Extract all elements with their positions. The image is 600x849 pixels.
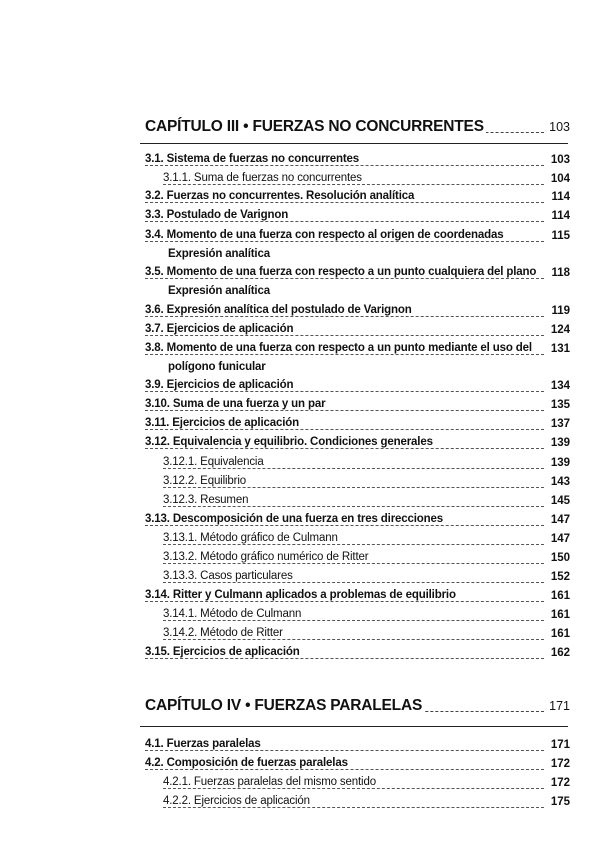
toc-entry-page: 103 — [550, 154, 570, 166]
toc-entry-text: Ejercicios de aplicación — [172, 646, 300, 658]
toc-entry[interactable] — [145, 323, 570, 340]
toc-entry-text: Ejercicios de aplicación — [166, 379, 294, 391]
toc-entry-label — [145, 436, 435, 448]
toc-entry-number: 3.12.2. — [163, 475, 198, 487]
toc-entry[interactable] — [145, 190, 570, 207]
toc-entry-text: Composición de fuerzas paralelas — [166, 757, 348, 769]
toc-entry-label — [145, 513, 445, 525]
leader-dots — [145, 202, 544, 203]
toc-entry-number: 4.1. — [145, 738, 164, 750]
toc-entry[interactable] — [145, 513, 570, 530]
toc-entry-page: 145 — [550, 495, 570, 507]
toc-entry-label — [163, 776, 378, 788]
leader-dots — [163, 639, 544, 640]
leader-dots — [163, 487, 544, 488]
toc-entry-number: 3.4. — [145, 229, 164, 241]
toc-entry-page: 152 — [550, 571, 570, 583]
toc-entry-label — [145, 646, 302, 658]
leader-dots — [163, 807, 544, 808]
toc-entry-text: Método gráfico numérico de Ritter — [200, 551, 369, 563]
toc-entry-number: 3.12. — [145, 436, 170, 448]
toc-entry-text: Ejercicios de aplicación — [172, 417, 300, 429]
leader-dots — [145, 391, 544, 392]
toc-entry-text: Resumen — [200, 494, 249, 506]
toc-entry-text: Momento de una fuerza con respecto a un punto mediante el uso del — [166, 342, 532, 354]
toc-entry-text: Equilibrio — [200, 475, 246, 487]
toc-entry[interactable] — [145, 379, 570, 396]
leader-dots — [145, 601, 544, 602]
leader-dots — [145, 750, 544, 751]
toc-entry-number: 3.3. — [145, 209, 164, 221]
leader-dots — [145, 316, 544, 317]
toc-entry-number: 3.8. — [145, 342, 164, 354]
toc-entry-continuation: Expresión analítica — [168, 285, 270, 297]
toc-entry-label — [145, 190, 416, 202]
toc-entry-number: 3.12.3. — [163, 494, 198, 506]
toc-entry[interactable] — [163, 776, 570, 793]
leader-dots — [163, 184, 544, 185]
toc-entry-number: 3.13. — [145, 513, 170, 525]
leader-dots — [145, 410, 544, 411]
leader-dots — [145, 525, 544, 526]
toc-entry-number: 3.12.1. — [163, 456, 198, 468]
toc-entry-label — [145, 266, 538, 278]
leader-dots — [163, 468, 544, 469]
toc-entry[interactable] — [145, 757, 570, 774]
toc-entry-page: 175 — [550, 796, 570, 808]
leader-dots — [145, 335, 544, 336]
leader-dots — [145, 769, 544, 770]
toc-entry-label — [163, 475, 248, 487]
toc-entry[interactable] — [145, 266, 570, 283]
toc-entry-number: 3.10. — [145, 398, 170, 410]
leader-dots — [145, 429, 544, 430]
toc-entry-number: 3.11. — [145, 417, 170, 429]
toc-entry-text: Método gráfico de Culmann — [200, 532, 338, 544]
toc-entry-page: 172 — [550, 777, 570, 789]
toc-entry-page: 143 — [550, 476, 570, 488]
toc-entry-page: 137 — [550, 418, 570, 430]
toc-entry-label — [145, 342, 534, 354]
toc-entry-page: 131 — [550, 343, 570, 355]
toc-entry-page: 115 — [551, 230, 570, 242]
toc-entry[interactable] — [163, 608, 570, 625]
toc-entry-page: 134 — [550, 380, 570, 392]
toc-entry-number: 3.1.1. — [163, 172, 191, 184]
toc-entry[interactable] — [163, 627, 570, 644]
toc-entry-text: Fuerzas paralelas del mismo sentido — [193, 776, 376, 788]
toc-entry-text: Momento de una fuerza con respecto al origen de coordenadas — [166, 229, 504, 241]
toc-entry-number: 3.15. — [145, 646, 170, 658]
toc-entry-page: 139 — [550, 437, 570, 449]
chapter-heading — [145, 697, 570, 717]
toc-entry-text: Fuerzas paralelas — [166, 738, 261, 750]
toc-entry-page: 147 — [550, 514, 570, 526]
toc-entry-text: Ejercicios de aplicación — [193, 795, 310, 807]
toc-entry[interactable] — [163, 795, 570, 812]
toc-entry-page: 124 — [550, 324, 570, 336]
toc-entry-page: 161 — [550, 628, 570, 640]
toc-entry-number: 3.9. — [145, 379, 164, 391]
toc-entry-label — [163, 532, 340, 544]
toc-entry-label — [163, 551, 370, 563]
toc-entry-text: Ejercicios de aplicación — [166, 323, 294, 335]
chapter-heading — [145, 118, 570, 138]
toc-entry-page: 161 — [550, 609, 570, 621]
toc-entry[interactable] — [145, 589, 570, 606]
toc-entry-number: 4.2.1. — [163, 776, 191, 788]
toc-entry-text: Ritter y Culmann aplicados a problemas de equilibrio — [172, 589, 456, 601]
toc-entry-text: Método de Ritter — [200, 627, 283, 639]
toc-entry-page: 162 — [550, 647, 570, 659]
toc-entry[interactable] — [145, 209, 570, 226]
toc-entry-number: 4.2. — [145, 757, 164, 769]
leader-dots — [163, 506, 544, 507]
toc-entry[interactable] — [163, 532, 570, 549]
toc-entry-number: 3.1. — [145, 153, 164, 165]
toc-entry-label — [145, 229, 506, 241]
toc-entry-continuation: polígono funicular — [168, 361, 266, 373]
toc-entry-label — [145, 738, 263, 750]
toc-entry-page: 119 — [551, 305, 570, 317]
toc-entry-page: 114 — [551, 210, 570, 222]
toc-entry-text: Suma de una fuerza y un par — [172, 398, 326, 410]
toc-entry-text: Casos particulares — [200, 570, 293, 582]
toc-entry[interactable] — [145, 304, 570, 321]
toc-entry-label — [145, 398, 327, 410]
toc-entry[interactable] — [145, 436, 570, 453]
chapter-page: 103 — [549, 120, 570, 134]
toc-entry[interactable] — [163, 456, 570, 473]
divider — [140, 143, 568, 144]
chapter-title: CAPÍTULO IV • FUERZAS PARALELAS — [145, 697, 423, 714]
toc-entry-number: 3.14. — [145, 589, 170, 601]
toc-entry-number: 3.2. — [145, 190, 164, 202]
toc-entry-continuation: Expresión analítica — [168, 248, 270, 260]
toc-entry-page: 172 — [550, 758, 570, 770]
toc-entry-page: 150 — [550, 552, 570, 564]
toc-entry-label — [163, 172, 364, 184]
toc-entry[interactable] — [163, 570, 570, 587]
toc-entry-text: Equivalencia — [200, 456, 264, 468]
toc-entry[interactable] — [145, 646, 570, 663]
toc-entry[interactable] — [145, 398, 570, 415]
toc-entry-text: Descomposición de una fuerza en tres direcciones — [172, 513, 444, 525]
leader-dots — [145, 658, 544, 659]
toc-entry-page: 139 — [550, 457, 570, 469]
toc-entry[interactable] — [145, 342, 570, 359]
toc-entry-label — [145, 153, 361, 165]
toc-entry-page: 118 — [551, 267, 570, 279]
toc-entry-number: 4.2.2. — [163, 795, 191, 807]
toc-entry-number: 3.6. — [145, 304, 164, 316]
leader-dots — [163, 620, 544, 621]
leader-dots — [163, 788, 544, 789]
toc-entry[interactable] — [163, 172, 570, 189]
chapter-page: 171 — [549, 699, 570, 713]
chapter-title: CAPÍTULO III • FUERZAS NO CONCURRENTES — [145, 118, 484, 135]
leader-dots — [145, 278, 544, 279]
toc-entry-label — [163, 627, 285, 639]
toc-entry-page: 114 — [551, 191, 570, 203]
leader-dots — [145, 221, 544, 222]
toc-entry-label — [163, 795, 312, 807]
toc-entry[interactable] — [145, 229, 570, 246]
toc-entry-text: Equivalencia y equilibrio. Condiciones generales — [172, 436, 433, 448]
toc-entry-label — [163, 570, 295, 582]
toc-entry[interactable] — [145, 738, 570, 755]
toc-entry-number: 3.14.1. — [163, 608, 198, 620]
toc-entry-label — [145, 209, 290, 221]
toc-entry-number: 3.13.2. — [163, 551, 198, 563]
toc-entry-label — [163, 456, 266, 468]
toc-entry-page: 171 — [550, 739, 570, 751]
toc-entry-label — [145, 417, 301, 429]
toc-entry-page: 147 — [550, 533, 570, 545]
toc-entry-label — [145, 379, 295, 391]
toc-entry[interactable] — [145, 153, 570, 170]
toc-entry[interactable] — [163, 475, 570, 492]
toc-entry-text: Suma de fuerzas no concurrentes — [193, 172, 362, 184]
toc-entry-label — [163, 494, 250, 506]
toc-entry-page: 135 — [550, 399, 570, 411]
leader-dots — [145, 448, 544, 449]
toc-entry-label — [145, 589, 458, 601]
toc-entry-label — [163, 608, 303, 620]
toc-entry-text: Momento de una fuerza con respecto a un punto cualquiera del plano — [166, 266, 537, 278]
toc-entry-number: 3.13.1. — [163, 532, 198, 544]
toc-entry-text: Sistema de fuerzas no concurrentes — [166, 153, 360, 165]
toc-entry-number: 3.14.2. — [163, 627, 198, 639]
leader-dots — [163, 544, 544, 545]
toc-entry[interactable] — [145, 417, 570, 434]
toc-entry[interactable] — [163, 494, 570, 511]
toc-entry-label — [145, 304, 414, 316]
leader-dots — [163, 563, 544, 564]
toc-entry-number: 3.13.3. — [163, 570, 198, 582]
toc-entry-number: 3.7. — [145, 323, 164, 335]
toc-entry-label — [145, 323, 295, 335]
divider — [140, 726, 568, 727]
leader-dots — [145, 354, 544, 355]
leader-dots — [145, 165, 544, 166]
toc-entry-page: 104 — [550, 173, 570, 185]
toc-entry-number: 3.5. — [145, 266, 164, 278]
toc-entry-page: 161 — [550, 590, 570, 602]
toc-entry-text: Expresión analítica del postulado de Varignon — [166, 304, 412, 316]
toc-entry-text: Fuerzas no concurrentes. Resolución analítica — [166, 190, 415, 202]
toc-entry-text: Método de Culmann — [200, 608, 302, 620]
toc-entry-text: Postulado de Varignon — [166, 209, 289, 221]
toc-entry[interactable] — [163, 551, 570, 568]
leader-dots — [145, 241, 544, 242]
toc-entry-label — [145, 757, 350, 769]
leader-dots — [163, 582, 544, 583]
